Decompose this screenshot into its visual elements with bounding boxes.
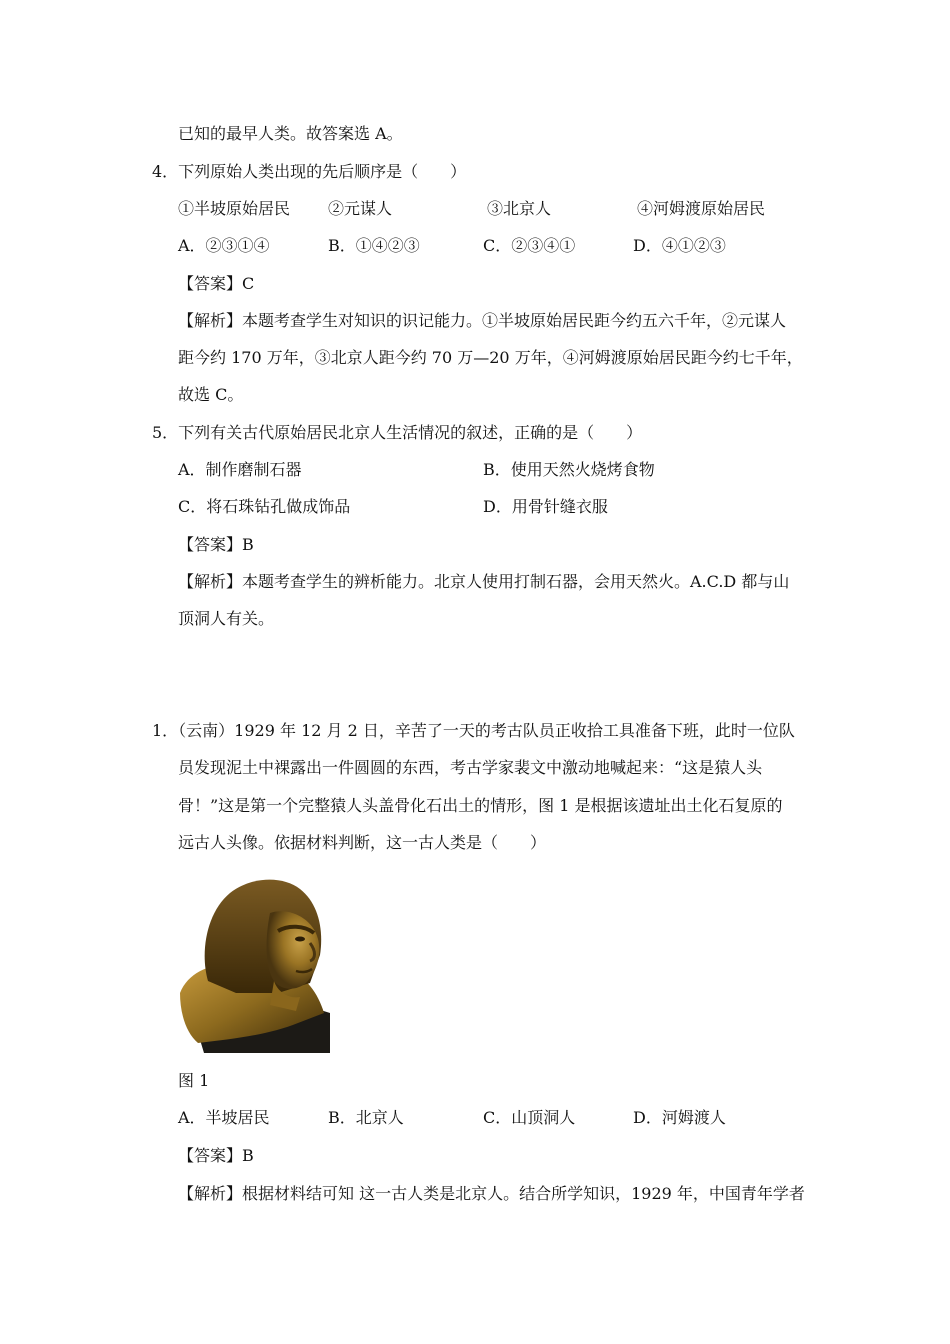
q1-option-d: D．河姆渡人 (633, 1108, 726, 1127)
q4-item-1: ①半坡原始居民 (178, 199, 291, 218)
q5-option-a: A．制作磨制石器 (178, 460, 302, 479)
q4-analysis-line-2: 距今约 170 万年，③北京人距今约 70 万—20 万年，④河姆渡原始居民距今约七千年， (178, 348, 803, 367)
question-1-stem-line-1: 1．（云南）1929 年 12 月 2 日，辛苦了一天的考古队员正收拾工具准备下班，此时一位队 (152, 721, 795, 740)
q4-option-b: B．①④②③ (328, 236, 420, 255)
q5-answer: 【答案】B (178, 535, 254, 554)
q1-option-a: A．半坡居民 (178, 1108, 270, 1127)
q5-option-b: B．使用天然火烧烤食物 (483, 460, 655, 479)
q5-analysis-line-2: 顶洞人有关。 (178, 609, 275, 628)
question-5-stem: 5．下列有关古代原始居民北京人生活情况的叙述，正确的是（ ） (152, 423, 643, 442)
q1-answer: 【答案】B (178, 1146, 254, 1165)
q4-option-c: C．②③④① (483, 236, 576, 255)
figure-caption: 图 1 (178, 1071, 210, 1090)
question-1-stem-line-2: 员发现泥土中裸露出一件圆圆的东西，考古学家裴文中激动地喊起来：“这是猿人头 (178, 758, 763, 777)
previous-analysis-tail: 已知的最早人类。故答案选 A。 (178, 124, 403, 143)
question-1-stem-line-4: 远古人头像。依据材料判断，这一古人类是（ ） (178, 833, 547, 852)
q4-item-3: ③北京人 (487, 199, 552, 218)
q4-analysis-line-3: 故选 C。 (178, 385, 244, 404)
q5-analysis-line-1: 【解析】本题考查学生的辨析能力。北京人使用打制石器，会用天然火。A.C.D 都与山 (178, 572, 790, 591)
q4-item-2: ②元谋人 (328, 199, 393, 218)
q5-option-d: D．用骨针缝衣服 (483, 497, 608, 516)
q5-option-c: C．将石珠钻孔做成饰品 (178, 497, 351, 516)
q4-option-a: A．②③①④ (178, 236, 270, 255)
q4-answer: 【答案】C (178, 274, 255, 293)
q1-analysis-line-1: 【解析】根据材料结可知 这一古人类是北京人。结合所学知识，1929 年，中国青年学者 (178, 1184, 805, 1203)
q1-option-c: C．山顶洞人 (483, 1108, 576, 1127)
q4-analysis-line-1: 【解析】本题考查学生对知识的识记能力。①半坡原始居民距今约五六千年，②元谋人 (178, 311, 787, 330)
q4-option-d: D．④①②③ (633, 236, 726, 255)
q4-item-4: ④河姆渡原始居民 (637, 199, 766, 218)
q1-option-b: B．北京人 (328, 1108, 404, 1127)
peking-man-bust-image (178, 873, 330, 1053)
question-1-stem-line-3: 骨！”这是第一个完整猿人头盖骨化石出土的情形，图 1 是根据该遗址出土化石复原的 (178, 796, 783, 815)
question-4-stem: 4．下列原始人类出现的先后顺序是（ ） (152, 162, 467, 181)
